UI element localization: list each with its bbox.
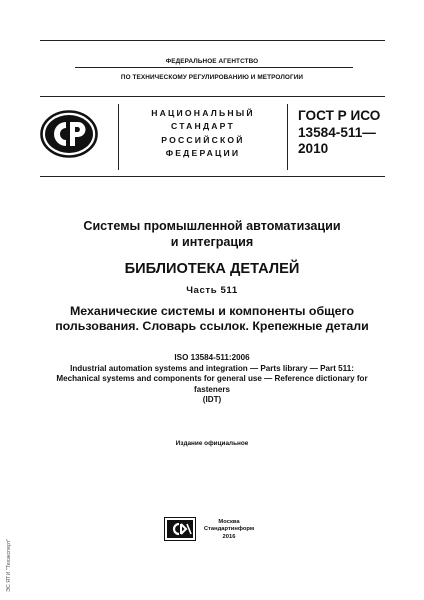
publisher-city: Москва [218, 519, 240, 525]
edition-label: Издание официальное [175, 440, 249, 447]
block-bottom-rule [40, 176, 385, 177]
side-watermark-text: ЭС ЯТИ "Техэксперт" [6, 538, 12, 592]
block-right-divider [287, 104, 288, 170]
subtitle-line-2: пользования. Словарь ссылок. Крепежные детали [55, 319, 369, 334]
standard-code-line-2: 13584-511— [298, 124, 376, 140]
block-left-divider [118, 104, 119, 170]
publisher-block [198, 519, 260, 541]
standard-code-line-3: 2010 [298, 141, 329, 157]
top-rule [40, 40, 385, 41]
library-title: БИБЛИОТЕКА ДЕТАЛЕЙ [124, 261, 300, 277]
agency-line-1: ФЕДЕРАЛЬНОЕ АГЕНТСТВО [165, 58, 259, 65]
national-line-4: ФЕДЕРАЦИИ [165, 148, 241, 159]
part-number: Часть 511 [186, 285, 238, 296]
iso-title-line-1: Industrial automation systems and integration — Parts library — Part 511: [70, 363, 354, 373]
agency-line-2: ПО ТЕХНИЧЕСКОМУ РЕГУЛИРОВАНИЮ И МЕТРОЛОГИИ [120, 74, 304, 81]
national-line-2: СТАНДАРТ [171, 121, 235, 132]
title-main [0, 219, 424, 250]
national-line-1: НАЦИОНАЛЬНЫЙ [151, 108, 255, 118]
title-line-1: Системы промышленной автоматизации [83, 219, 341, 233]
iso-block [0, 353, 424, 406]
agency-rule [75, 67, 353, 68]
iso-title-line-2: Mechanical systems and components for general use — Reference dictionary for [56, 374, 368, 384]
national-line-3: РОССИЙСКОЙ [161, 134, 245, 145]
iso-number: ISO 13584-511:2006 [174, 353, 250, 362]
standard-code [298, 108, 380, 158]
publisher-name: Стандартинформ [203, 526, 255, 533]
subtitle [0, 304, 424, 335]
block-top-rule [40, 96, 385, 97]
national-standard-label [128, 107, 278, 161]
title-line-2: и интеграция [170, 234, 254, 249]
standard-code-line-1: ГОСТ Р ИСО [298, 108, 381, 123]
standartinform-logo-icon [164, 517, 196, 541]
subtitle-line-1: Механические системы и компоненты общего [69, 304, 355, 318]
iso-idt: (IDT) [202, 395, 222, 405]
publisher-year: 2016 [222, 533, 236, 540]
iso-title-line-3: fasteners [194, 384, 230, 394]
gost-r-logo-icon [40, 110, 98, 158]
